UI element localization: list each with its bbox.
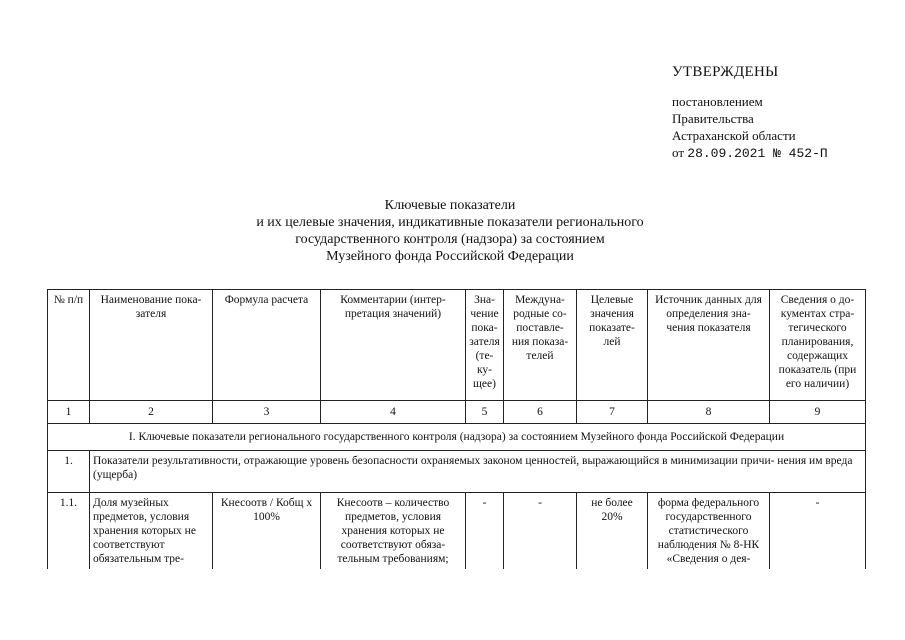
approval-line-decree: постановлением bbox=[672, 94, 763, 109]
indicator-strategic-docs: - bbox=[770, 493, 866, 570]
indicator-formula: Кнесоотв / Кобщ х 100% bbox=[213, 493, 321, 570]
column-number: 7 bbox=[577, 401, 648, 424]
indicator-target: не более 20% bbox=[577, 493, 648, 570]
header-cell: Комментарии (интер- претация значений) bbox=[321, 290, 466, 401]
column-number: 2 bbox=[90, 401, 213, 424]
header-cell: Наименование пока- зателя bbox=[90, 290, 213, 401]
column-number: 1 bbox=[48, 401, 90, 424]
header-cell: Зна- чение пока- зателя (те- ку- щее) bbox=[466, 290, 504, 401]
header-cell: Источник данных для определения зна- чения показателя bbox=[648, 290, 770, 401]
header-cell: Междуна- родные со- поставле- ния показа- телей bbox=[504, 290, 577, 401]
title-line-4: Музейного фонда Российской Федерации bbox=[326, 249, 574, 264]
title-line-2: и их целевые значения, индикативные показатели регионального bbox=[256, 215, 644, 230]
table-row bbox=[48, 493, 866, 570]
approval-heading: УТВЕРЖДЕНЫ bbox=[672, 64, 779, 80]
approval-date-prefix: от bbox=[672, 145, 685, 160]
approval-block bbox=[672, 64, 897, 162]
indicator-current-value: - bbox=[466, 493, 504, 570]
column-number: 3 bbox=[213, 401, 321, 424]
column-number: 5 bbox=[466, 401, 504, 424]
column-number-row bbox=[48, 401, 866, 424]
indicator-international: - bbox=[504, 493, 577, 570]
header-cell: № п/п bbox=[48, 290, 90, 401]
column-number: 6 bbox=[504, 401, 577, 424]
title-line-3: государственного контроля (надзора) за состоянием bbox=[295, 232, 605, 247]
section-title: I. Ключевые показатели регионального государственного контроля (надзора) за состоянием Музейного фонда Российской Федерации bbox=[48, 424, 866, 451]
approval-date-line bbox=[672, 144, 897, 162]
indicator-comment: Кнесоотв – количество предметов, условия хранения которых не соответствуют обяза- тельным требованиям; bbox=[321, 493, 466, 570]
indicator-name: Доля музейных предметов, условия хранения которых не соответствуют обязательным тре- bbox=[90, 493, 213, 570]
group-row bbox=[48, 451, 866, 493]
approval-date-value: 28.09.2021 № 452-П bbox=[687, 146, 828, 161]
header-cell: Сведения о до- кументах стра- тегического планирования, содержащих показатель (при его наличии) bbox=[770, 290, 866, 401]
group-title: Показатели результативности, отражающие уровень безопасности охраняемых законом ценностей, выражающийся в минимизации причи- нения им вреда (ущерба) bbox=[90, 451, 866, 493]
group-number: 1. bbox=[48, 451, 90, 493]
table-header-row bbox=[48, 290, 866, 401]
indicator-source: форма федерального государственного статистического наблюдения № 8-НК «Сведения о дея- bbox=[648, 493, 770, 570]
column-number: 9 bbox=[770, 401, 866, 424]
section-row bbox=[48, 424, 866, 451]
row-number: 1.1. bbox=[48, 493, 90, 570]
header-cell: Целевые значения показате- лей bbox=[577, 290, 648, 401]
indicators-table bbox=[47, 289, 866, 569]
document-title bbox=[150, 197, 750, 265]
approval-line-region: Астраханской области bbox=[672, 128, 796, 143]
column-number: 8 bbox=[648, 401, 770, 424]
title-line-1: Ключевые показатели bbox=[384, 198, 516, 213]
approval-line-government: Правительства bbox=[672, 111, 754, 126]
column-number: 4 bbox=[321, 401, 466, 424]
header-cell: Формула расчета bbox=[213, 290, 321, 401]
